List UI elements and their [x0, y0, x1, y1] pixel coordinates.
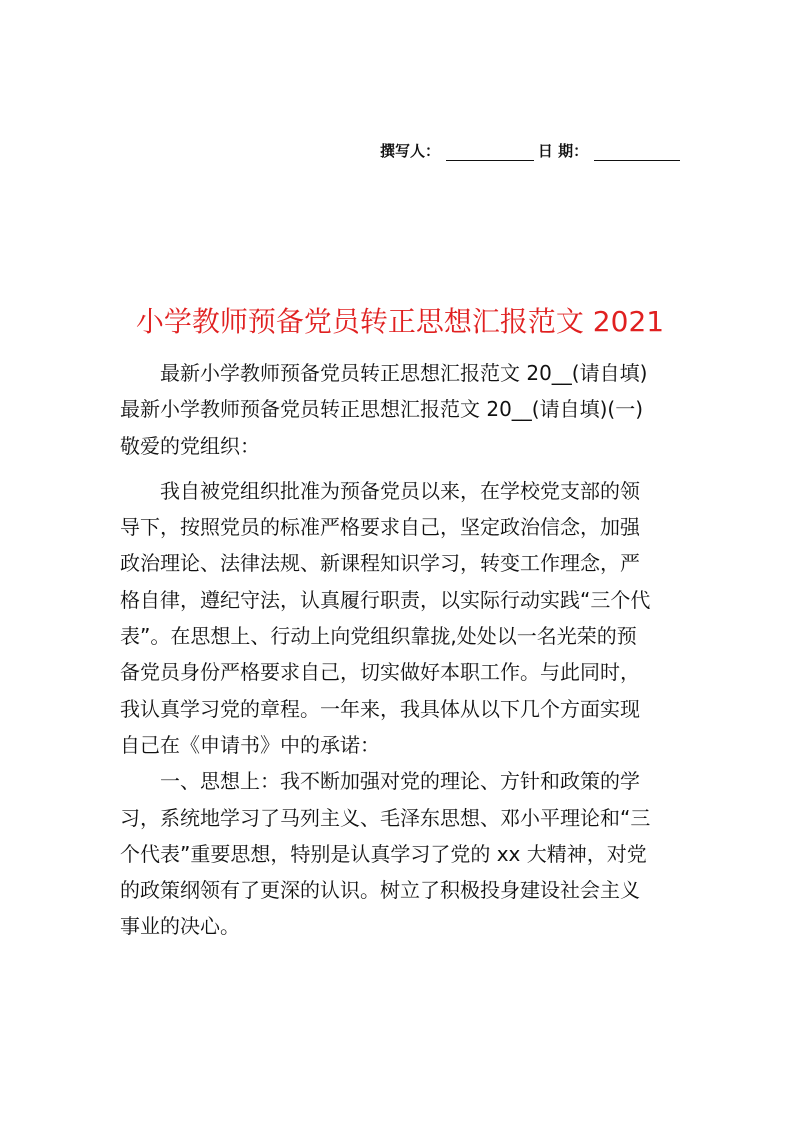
- body-line: 事业的决心。: [120, 914, 240, 939]
- body-line: 自己在《申请书》中的承诺：: [120, 732, 380, 757]
- body-line: 导下，按照党员的标准严格要求自己，坚定政治信念，加强: [120, 515, 640, 540]
- body-line: 最新小学教师预备党员转正思想汇报范文 20__(请自填)(一): [120, 397, 644, 422]
- body-line: 习，系统地学习了马列主义、毛泽东思想、邓小平理论和“三: [120, 805, 651, 830]
- body-line: 表”。在思想上、行动上向党组织靠拢,处处以一名光荣的预: [120, 624, 637, 649]
- date-label: 日 期：: [537, 142, 589, 160]
- author-blank: [446, 144, 534, 161]
- date-blank: [594, 144, 680, 161]
- document-body: [120, 355, 685, 945]
- body-line: 格自律，遵纪守法，认真履行职责，以实际行动实践“三个代: [120, 587, 651, 612]
- body-line: 的政策纲领有了更深的认识。树立了积极投身建设社会主义: [120, 878, 640, 903]
- salutation: 敬爱的党组织：: [120, 433, 260, 458]
- body-line: 备党员身份严格要求自己，切实做好本职工作。与此同时，: [120, 660, 640, 685]
- author-date-line: [380, 141, 680, 161]
- author-label: 撰写人：: [380, 142, 441, 160]
- document-title: 小学教师预备党员转正思想汇报范文 2021: [135, 305, 665, 338]
- body-line: 我自被党组织批准为预备党员以来，在学校党支部的领: [160, 478, 640, 503]
- body-line: 我认真学习党的章程。一年来，我具体从以下几个方面实现: [120, 696, 640, 721]
- body-line: 最新小学教师预备党员转正思想汇报范文 20__(请自填): [160, 361, 648, 385]
- body-line: 政治理论、法律法规、新课程知识学习，转变工作理念，严: [120, 551, 640, 576]
- body-line: 个代表”重要思想，特别是认真学习了党的 xx 大精神，对党: [120, 841, 647, 866]
- body-line: 一、思想上：我不断加强对党的理论、方针和政策的学: [160, 769, 640, 794]
